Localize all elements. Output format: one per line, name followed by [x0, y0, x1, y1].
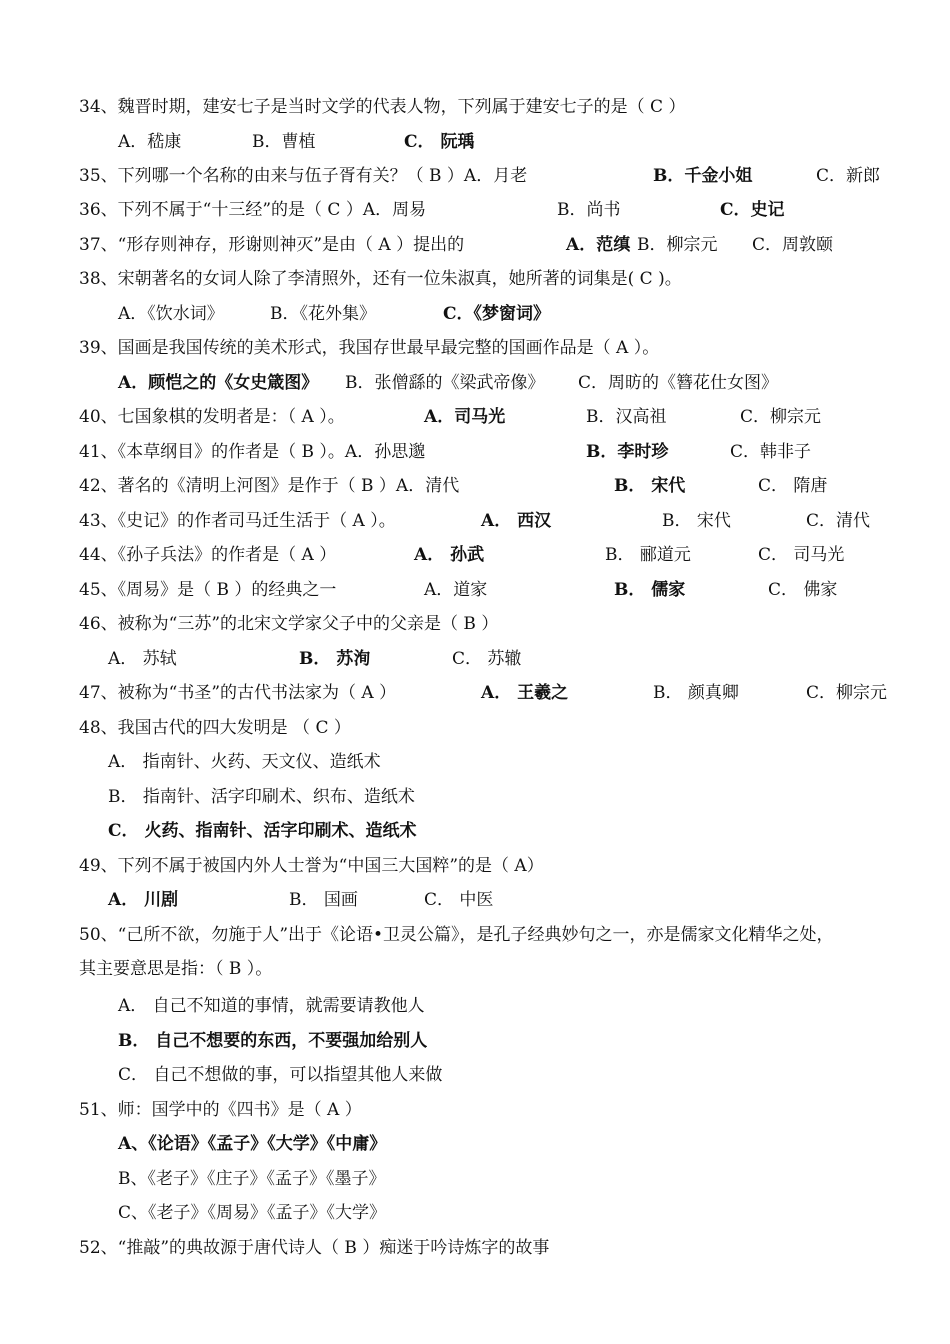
option-c-answer: C．史记 — [720, 200, 785, 220]
option-a-answer: A． 川剧 — [108, 890, 179, 910]
option-b-answer: B． 自己不想要的东西，不要强加给别人 — [118, 1031, 428, 1051]
option-c: C． 苏辙 — [452, 649, 522, 669]
option-a-answer: A．司马光 — [424, 407, 506, 427]
option-a-answer: A、《论语》《孟子》《大学》《中庸》 — [118, 1134, 387, 1154]
option-a: A． 苏轼 — [108, 649, 177, 669]
option-b-answer: B． 宋代 — [614, 476, 686, 496]
question-text: 48、我国古代的四大发明是 （ C ） — [79, 718, 351, 738]
option-b-answer: B． 苏洵 — [299, 649, 371, 669]
question-text: 46、被称为“三苏”的北宋文学家父子中的父亲是（ B ） — [79, 614, 499, 634]
option-a: A．《饮水词》 — [118, 304, 224, 324]
option-a-answer: A． 孙武 — [414, 545, 485, 565]
option-b-answer: B．千金小姐 — [653, 166, 753, 186]
option-b-answer: B． 儒家 — [614, 580, 686, 600]
question-text: 49、下列不属于被国内外人士誉为“中国三大国粹”的是（ A） — [79, 856, 544, 876]
option-a: A．嵇康 — [118, 132, 182, 152]
question-text: 39、国画是我国传统的美术形式，我国存世最早最完整的国画作品是（ A ）。 — [79, 338, 660, 358]
option-c: C．新郎 — [816, 166, 881, 186]
option-a: A．道家 — [424, 580, 488, 600]
question-text: 37、“形存则神存，形谢则神灭”是由（ A ）提出的 — [79, 235, 465, 255]
option-a-answer: A．范缜 — [566, 235, 631, 255]
option-b-answer: B．李时珍 — [586, 442, 669, 462]
question-text: 52、“推敲”的典故源于唐代诗人（ B ）痴迷于吟诗炼字的故事 — [79, 1238, 550, 1258]
question-text: 41、《本草纲目》的作者是（ B ）。A．孙思邈 — [79, 442, 426, 462]
option-c-answer: C．《梦窗词》 — [443, 304, 551, 324]
option-c: C．韩非子 — [730, 442, 812, 462]
option-a-answer: A．顾恺之的《女史箴图》 — [118, 373, 319, 393]
option-b: B．柳宗元 — [637, 235, 718, 255]
option-c-answer: C． 火药、指南针、活字印刷术、造纸术 — [108, 821, 417, 841]
option-b: B． 指南针、活字印刷术、织布、造纸术 — [108, 787, 415, 807]
option-c: C．周昉的《簪花仕女图》 — [578, 373, 779, 393]
option-b: B、《老子》《庄子》《孟子》《墨子》 — [118, 1169, 386, 1189]
option-c: C．柳宗元 — [740, 407, 822, 427]
option-c: C．柳宗元 — [806, 683, 888, 703]
question-text: 34、魏晋时期，建安七子是当时文学的代表人物，下列属于建安七子的是（ C ） — [79, 97, 686, 117]
question-text: 45、《周易》是（ B ）的经典之一 — [79, 580, 337, 600]
option-b: B．汉高祖 — [586, 407, 667, 427]
option-b: B．尚书 — [557, 200, 621, 220]
question-text: 38、宋朝著名的女词人除了李清照外，还有一位朱淑真，她所著的词集是( C )。 — [79, 269, 682, 289]
option-a: A． 自己不知道的事情，就需要请教他人 — [118, 996, 425, 1016]
option-a: A． 指南针、火药、天文仪、造纸术 — [108, 752, 381, 772]
question-text: 40、七国象棋的发明者是：（ A ）。 — [79, 407, 345, 427]
option-b: B． 颜真卿 — [653, 683, 739, 703]
option-c: C． 自己不想做的事，可以指望其他人来做 — [118, 1065, 443, 1085]
option-c: C、《老子》《周易》《孟子》《大学》 — [118, 1203, 387, 1223]
option-b: B．张僧繇的《梁武帝像》 — [345, 373, 545, 393]
option-c: C． 隋唐 — [758, 476, 828, 496]
option-b: B． 宋代 — [662, 511, 731, 531]
question-text: 50、“己所不欲，勿施于人”出于《论语•卫灵公篇》，是孔子经典妙句之一，亦是儒家文化精华之处， — [79, 925, 834, 945]
question-text: 43、《史记》的作者司马迁生活于（ A ）。 — [79, 511, 396, 531]
question-text: 51、师：国学中的《四书》是（ A ） — [79, 1100, 362, 1120]
option-b: B． 郦道元 — [605, 545, 691, 565]
question-text: 44、《孙子兵法》的作者是（ A ） — [79, 545, 337, 565]
option-c: C． 佛家 — [768, 580, 838, 600]
option-a-answer: A． 西汉 — [481, 511, 552, 531]
option-b: B． 国画 — [289, 890, 358, 910]
option-c-answer: C． 阮瑀 — [404, 132, 475, 152]
option-c: C．周敦颐 — [752, 235, 834, 255]
option-c: C．清代 — [806, 511, 871, 531]
question-text: 47、被称为“书圣”的古代书法家为（ A ） — [79, 683, 397, 703]
question-text: 36、下列不属于“十三经”的是（ C ）A．周易 — [79, 200, 427, 220]
question-text: 其主要意思是指：（ B ）。 — [79, 959, 273, 979]
option-a-answer: A． 王羲之 — [481, 683, 569, 703]
option-c: C． 司马光 — [758, 545, 845, 565]
option-b: B．《花外集》 — [270, 304, 376, 324]
question-text: 42、著名的《清明上河图》是作于（ B ）A．清代 — [79, 476, 460, 496]
question-text: 35、下列哪一个名称的由来与伍子胥有关？（ B ）A．月老 — [79, 166, 528, 186]
option-c: C． 中医 — [424, 890, 494, 910]
option-b: B．曹植 — [252, 132, 316, 152]
